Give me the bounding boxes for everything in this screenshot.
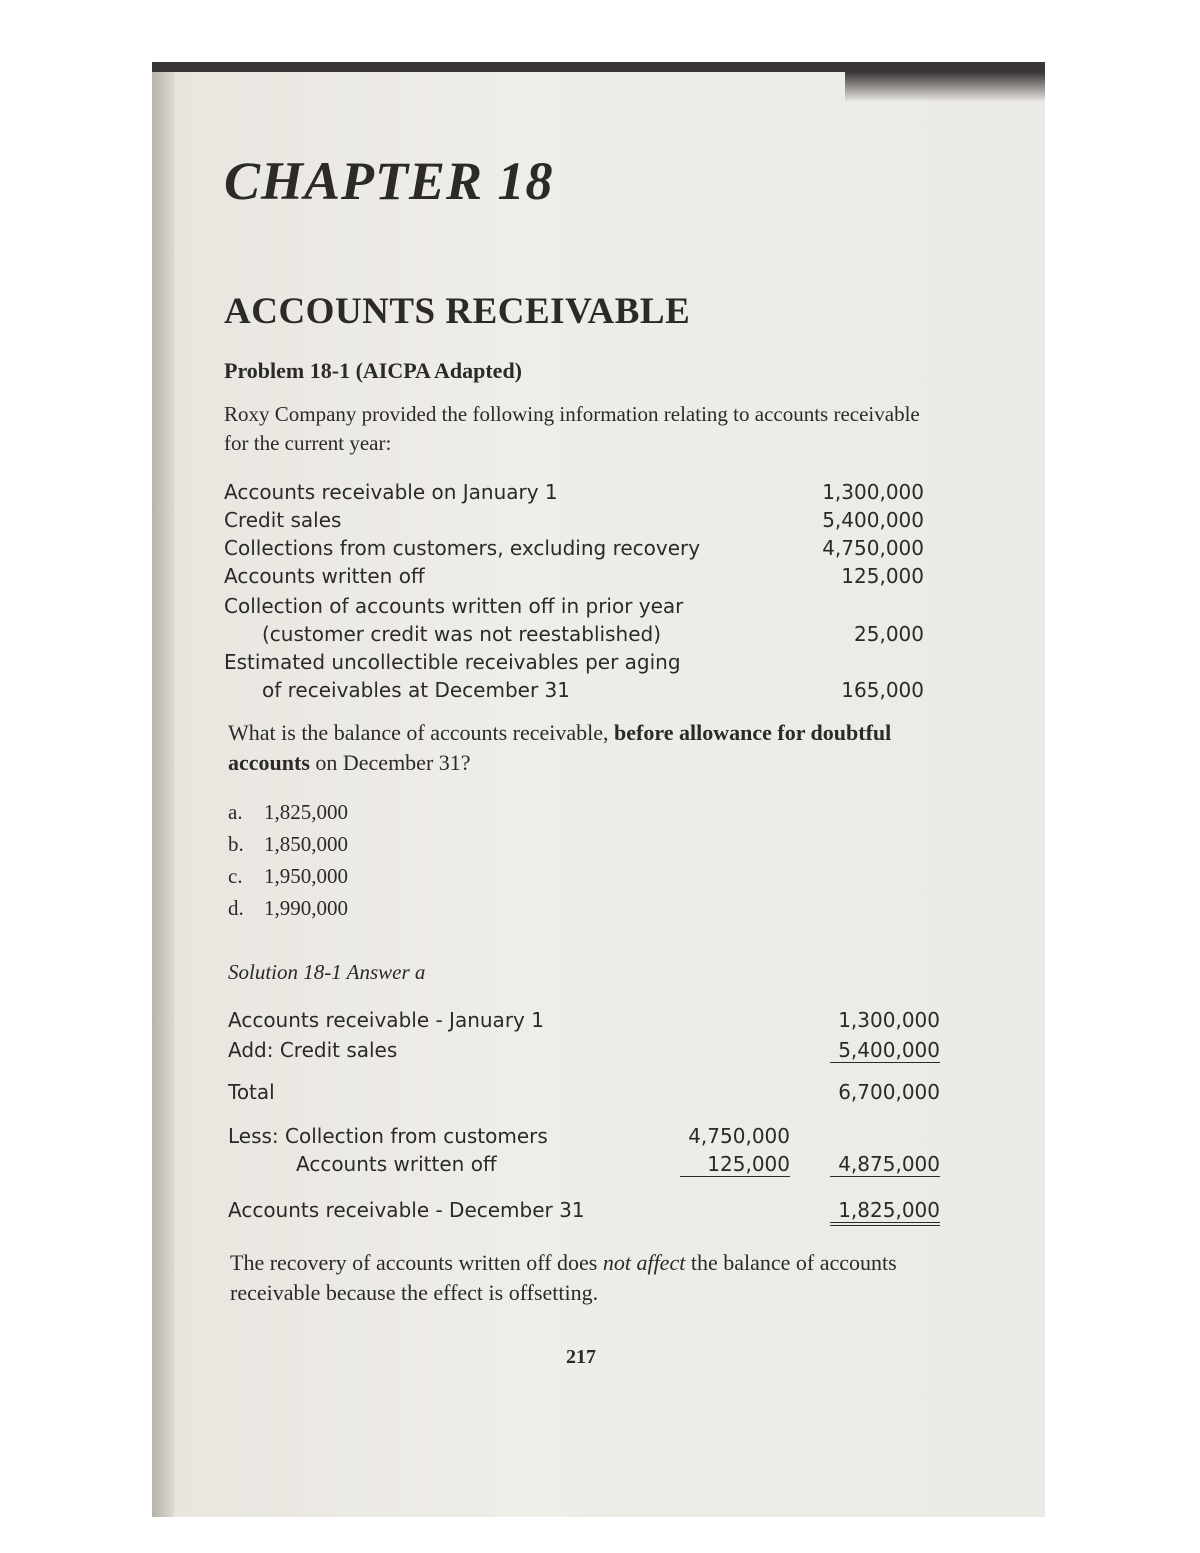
solution-row <box>228 1152 940 1180</box>
top-edge-shadow <box>845 62 1045 102</box>
note-part: The recovery of accounts written off does <box>230 1250 603 1275</box>
data-label: Estimated uncollectible receivables per aging <box>224 650 681 674</box>
solution-heading: Solution 18-1 Answer a <box>228 960 426 984</box>
question-part: What is the balance of accounts receivable, <box>228 720 615 745</box>
data-value: 25,000 <box>854 622 924 646</box>
solution-label: Accounts receivable - December 31 <box>228 1198 585 1222</box>
answer-option <box>228 800 348 825</box>
section-title: ACCOUNTS RECEIVABLE <box>224 291 691 332</box>
option-value: 1,990,000 <box>264 896 348 920</box>
solution-row <box>228 1038 940 1066</box>
problem-intro: Roxy Company provided the following information relating to accounts receivable for the current year: <box>224 402 920 455</box>
problem-heading: Problem 18-1 (AICPA Adapted) <box>224 358 523 383</box>
data-label: Collections from customers, excluding recovery <box>224 536 701 560</box>
solution-label: Accounts receivable - January 1 <box>228 1008 544 1032</box>
note-emphasis: not affect <box>602 1250 686 1275</box>
question-text <box>228 718 948 778</box>
option-letter: d. <box>228 896 244 920</box>
question-bold: before allowance for doubtful accounts <box>228 720 892 775</box>
solution-value: 4,750,000 <box>688 1124 790 1148</box>
data-row <box>224 480 924 508</box>
solution-note <box>230 1248 965 1308</box>
solution-row <box>228 1080 940 1108</box>
answer-option <box>228 832 348 857</box>
data-value: 1,300,000 <box>822 480 924 504</box>
solution-value: 1,300,000 <box>838 1008 940 1032</box>
data-value: 125,000 <box>841 564 924 588</box>
data-row <box>224 536 924 564</box>
solution-value: 6,700,000 <box>838 1080 940 1104</box>
solution-row <box>228 1198 940 1226</box>
solution-value: 5,400,000 <box>830 1038 940 1063</box>
data-row <box>224 564 924 592</box>
data-label: Accounts written off <box>224 564 425 588</box>
option-letter: b. <box>228 832 244 856</box>
option-letter: a. <box>228 800 243 824</box>
data-label: Credit sales <box>224 508 342 532</box>
solution-label: Add: Credit sales <box>228 1038 398 1062</box>
solution-value: 4,875,000 <box>830 1152 940 1177</box>
data-value: 4,750,000 <box>822 536 924 560</box>
option-value: 1,850,000 <box>264 832 348 856</box>
data-row <box>224 594 924 650</box>
page-number: 217 <box>566 1346 596 1368</box>
data-value: 165,000 <box>841 678 924 702</box>
data-label-continued: (customer credit was not reestablished) <box>262 622 661 646</box>
solution-row <box>228 1008 940 1036</box>
data-value: 5,400,000 <box>822 508 924 532</box>
page-spine-shadow <box>152 62 174 1517</box>
solution-label: Total <box>228 1080 275 1104</box>
solution-value: 125,000 <box>680 1152 790 1177</box>
option-value: 1,825,000 <box>264 800 348 824</box>
chapter-title: CHAPTER 18 <box>224 151 554 211</box>
data-row <box>224 650 924 706</box>
solution-row <box>228 1124 940 1152</box>
option-value: 1,950,000 <box>264 864 348 888</box>
data-label-continued: of receivables at December 31 <box>262 678 570 702</box>
answer-option <box>228 896 348 921</box>
data-label: Accounts receivable on January 1 <box>224 480 558 504</box>
solution-value: 1,825,000 <box>830 1198 940 1226</box>
solution-label: Less: Collection from customers <box>228 1124 548 1148</box>
answer-option <box>228 864 348 889</box>
solution-label: Accounts written off <box>296 1152 497 1176</box>
data-label: Collection of accounts written off in prior year <box>224 594 684 618</box>
book-page <box>152 62 1045 1517</box>
note-part: the balance of accounts receivable because the effect is offsetting. <box>230 1250 897 1305</box>
data-row <box>224 508 924 536</box>
question-part: on December 31? <box>309 750 471 775</box>
option-letter: c. <box>228 864 243 888</box>
